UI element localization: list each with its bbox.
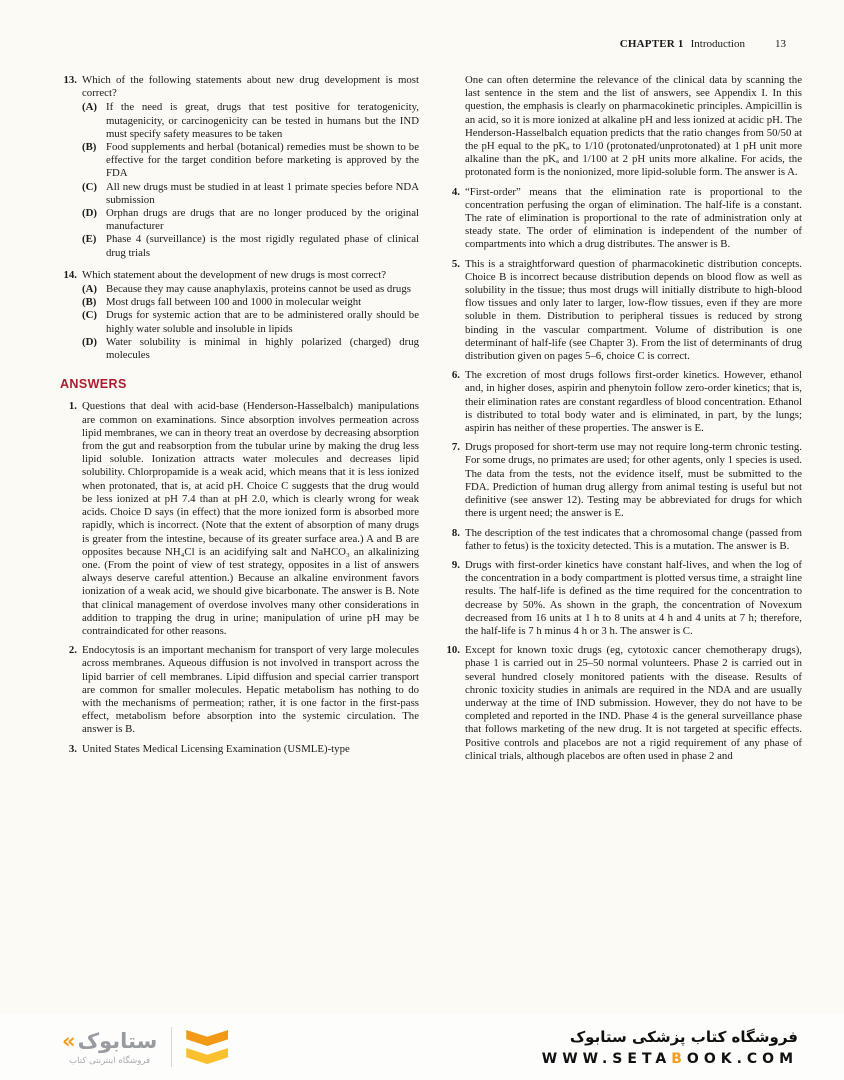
option-text: Food supplements and herbal (botanical) remedies must be shown to be effective for the target condition before marketing is approved by the FDA bbox=[106, 141, 419, 180]
answer-option bbox=[82, 296, 419, 309]
logo-wordmark-text: ستابوک bbox=[77, 1028, 158, 1053]
option-text: Water solubility is minimal in highly polarized (charged) drug molecules bbox=[106, 335, 419, 362]
question-stem: Which statement about the development of new drugs is most correct? bbox=[82, 268, 387, 281]
answer-number: 4. bbox=[451, 185, 460, 198]
chevron-ribbon-icon bbox=[186, 1030, 228, 1064]
setabook-footer bbox=[0, 1014, 844, 1080]
answer-3 bbox=[60, 743, 419, 756]
answer-text: Drugs proposed for short-term use may not require long-term chronic testing. For some drugs, no primates are used; for other agents, only 1 species is used. The data from the tests, not the evidence itself, must be submitted to the FDA. Prediction of human drug allergy from animal testing is useful but not definitive (see answer 12). Testing may be abbreviated for drugs for which there is urgent need; the answer is E. bbox=[465, 441, 802, 520]
answer-2 bbox=[60, 644, 419, 736]
answer-number: 1. bbox=[68, 400, 77, 413]
answer-number: 3. bbox=[68, 742, 77, 755]
guillemet-icon: « bbox=[62, 1028, 76, 1053]
question-body bbox=[82, 74, 419, 260]
answer-number: 9. bbox=[451, 558, 460, 571]
website-url bbox=[542, 1051, 798, 1067]
option-letter: (A) bbox=[82, 101, 97, 114]
chevron-bottom-icon bbox=[186, 1048, 228, 1064]
answer-7 bbox=[443, 441, 802, 520]
answer-option bbox=[82, 309, 419, 335]
continuation-paragraph: One can often determine the relevance of the clinical data by scanning the last sentence in the stem and the list of answers, see Appendix I. In this question, the emphasis is clearly on pharmacokinetic principles. Ampicillin is an acid, so it is more ionized at alkaline pH and less ionized at acidic pH. The Henderson-Hasselbalch equation predicts that the ratio changes from 50/50 at the pH equal to the pKₐ to 1/10 (protonated/unprotonated) at 1 pH unit more alkaline than the pKₐ and 1/100 at 2 pH units more alkaline. For acids, the protonated form is the nonionized, more lipid-soluble form. The answer is A. bbox=[465, 74, 802, 179]
left-column bbox=[60, 74, 419, 769]
answer-number: 8. bbox=[451, 526, 460, 539]
option-letter: (B) bbox=[82, 296, 97, 309]
answer-text: “First-order” means that the elimination rate is proportional to the concentration perfusing the organ of elimination. The half-life is a constant. The rate of elimination is proportional to the rate of administration only at steady state. The order of elimination is independent of the number of compartments into which a drug distributes. The answer is B. bbox=[465, 185, 802, 251]
answer-number: 2. bbox=[68, 644, 77, 657]
answer-number-empty bbox=[443, 74, 465, 180]
page-number: 13 bbox=[775, 38, 786, 50]
answer-number: 5. bbox=[451, 257, 460, 270]
answer-5 bbox=[443, 258, 802, 364]
answer-4 bbox=[443, 186, 802, 252]
answer-text: The description of the test indicates that a chromosomal change (passed from father to fetus) is the toxicity detected. This is a mutation. The answer is B. bbox=[465, 526, 802, 552]
answer-option bbox=[82, 336, 419, 362]
answer-8 bbox=[443, 527, 802, 553]
answers-heading: ANSWERS bbox=[60, 377, 127, 392]
answer-option bbox=[82, 101, 419, 141]
question-13 bbox=[60, 74, 419, 260]
option-text: Drugs for systemic action that are to be administered orally should be highly water soluble and insoluble in lipids bbox=[106, 309, 419, 335]
answer-text: This is a straightforward question of pharmacokinetic distribution concepts. Choice B is incorrect because distribution depends on blood flow as well as solubility in the tissue; thus most drugs will initially distribute to high-blood flow tissues and only later to larger, low-flow tissues, even if they are more soluble in them. Distribution to peripheral tissues is reduced by strong binding in the vascular compartment. Volume of distribution is one determinant of half-life (see Chapter 3). From the list of determinants of drug distribution given on pages 5–6, choice C is correct. bbox=[465, 257, 802, 363]
option-letter: (D) bbox=[82, 335, 97, 348]
answer-option bbox=[82, 283, 419, 296]
answer-text: Questions that deal with acid-base (Henderson-Hasselbalch) manipulations are common on examinations. Since absorption involves permeation across lipid membranes, we can in theory treat an overdose by decreasing absorption from the gut and reabsorption from the tubular urine by making the drug less lipid soluble. Ionization attracts water molecules and decreases lipid solubility. Chlorpropamide is a weak acid, which means that it is less ionized when protonated, that is, at acid pH. Choice C suggests that the drug would be less ionized at pH 7.4 than at pH 2.0, which is clearly wrong for weak acids. Choice D says (in effect) that the more ionized form is absorbed more rapidly, which is incorrect. (Note that the extent of absorption of many drugs is greater from the intestine, because of its greater surface area.) A and B are opposites because NH₄Cl is an acidifying salt and NaHCO₃ an alkalinizing one. (From the point of view of test strategy, opposites in a list of answers always deserve careful attention.) Because an alkaline environment favors ionization of a weak acid, we should give bicarbonate. The answer is B. Note that clinical management of overdose involves many other considerations in addition to trapping the drug in urine; manipulation of urine pH may be contraindicated for other reasons. bbox=[82, 400, 419, 637]
question-number: 13. bbox=[63, 74, 77, 86]
option-letter: (C) bbox=[82, 309, 97, 322]
right-column bbox=[443, 74, 802, 769]
answer-option bbox=[82, 141, 419, 181]
answer-option bbox=[82, 233, 419, 259]
option-letter: (B) bbox=[82, 141, 97, 154]
logo-wordmark bbox=[62, 1029, 157, 1053]
question-body bbox=[82, 269, 419, 362]
running-header bbox=[620, 38, 786, 50]
answer-text: United States Medical Licensing Examination (USMLE)-type bbox=[82, 742, 350, 755]
answer-text: Drugs with first-order kinetics have constant half-lives, and when the log of the concentration in a body compartment is plotted versus time, a straight line results. The half-life is defined as the time required for the concentration to decrease by 50%. As shown in the graph, the concentration of Novexum decreased from 16 units at 1 h to 8 units at 4 h and 4 units at 7 h; therefore, the half-life is 7 h minus 4 h or 3 h. The answer is C. bbox=[465, 558, 802, 637]
option-letter: (A) bbox=[82, 283, 97, 296]
answer-number: 6. bbox=[451, 369, 460, 382]
footer-right-block bbox=[542, 1028, 798, 1067]
option-text: All new drugs must be studied in at least 1 primate species before NDA submission bbox=[106, 180, 419, 206]
option-text: Phase 4 (surveillance) is the most rigidly regulated phase of clinical drug trials bbox=[106, 233, 419, 259]
answer-number: 10. bbox=[446, 644, 460, 657]
option-letter: (C) bbox=[82, 180, 97, 193]
answer-6 bbox=[443, 369, 802, 435]
answer-3-continuation bbox=[443, 74, 802, 180]
section-label: Introduction bbox=[690, 38, 745, 50]
website-suffix: OOK.COM bbox=[686, 1050, 798, 1067]
answer-9 bbox=[443, 559, 802, 638]
store-name: فروشگاه کتاب پزشکی ستابوک bbox=[569, 1027, 798, 1046]
question-14 bbox=[60, 269, 419, 362]
option-text: If the need is great, drugs that test positive for teratogenicity, mutagenicity, or carcinogenicity can be tested in humans but the IND must specify safety measures to be taken bbox=[106, 101, 419, 140]
setabook-logo bbox=[62, 1027, 228, 1067]
option-letter: (D) bbox=[82, 207, 97, 220]
answer-text: The excretion of most drugs follows first-order kinetics. However, ethanol and, in higher doses, aspirin and phenytoin follow zero-order kinetics; that is, their elimination rates are constant regardless of blood concentration. Ethanol is distributed to total body water and is eliminated, in part, by the lungs; aspirin has neither of these properties. The answer is E. bbox=[465, 369, 802, 435]
answer-1 bbox=[60, 400, 419, 638]
option-text: Orphan drugs are drugs that are no longer produced by the original manufacturer bbox=[106, 207, 419, 233]
option-letter: (E) bbox=[82, 233, 97, 246]
two-column-body bbox=[60, 74, 802, 769]
chapter-label: CHAPTER 1 bbox=[619, 38, 684, 50]
answer-option bbox=[82, 181, 419, 207]
question-number: 14. bbox=[63, 268, 77, 281]
website-prefix: WWW.SETA bbox=[541, 1050, 672, 1067]
answer-text: Endocytosis is an important mechanism for transport of very large molecules across membranes. Aqueous diffusion is not involved in transport across the lipid barrier of cell membranes. Lipid diffusion and special carrier transport are common for smaller molecules. Hepatic metabolism has nothing to do with the mechanisms of permeation; rather, it is one factor in the first-pass effect, metabolism before absorption into the systemic circulation. The answer is B. bbox=[82, 644, 419, 736]
question-stem: Which of the following statements about new drug development is most correct? bbox=[82, 74, 419, 100]
answer-option bbox=[82, 207, 419, 233]
logo-divider bbox=[171, 1027, 172, 1067]
answer-number: 7. bbox=[451, 441, 460, 454]
chevron-top-icon bbox=[186, 1030, 228, 1046]
answer-text: Except for known toxic drugs (eg, cytotoxic cancer chemotherapy drugs), phase 1 is carried out in 25–50 normal volunteers. Phase 2 is carried out in several hundred closely monitored patients with the disease. Results of chronic toxicity studies in animals are required in the NDA and are usually underway at the time of IND submission. However, they do not have to be completed and reported in the IND. Phase 4 is the general surveillance phase that follows marketing of the new drug. It is not targeted at specific effects. Positive controls and placebos are not a rigid requirement of any phase of clinical trials, although placebos are often used in phase 2 and bbox=[465, 644, 802, 762]
logo-subtext: فروشگاه اینترنتی کتاب bbox=[69, 1055, 151, 1066]
website-highlight: B bbox=[671, 1050, 687, 1067]
answer-10 bbox=[443, 644, 802, 763]
option-text: Because they may cause anaphylaxis, proteins cannot be used as drugs bbox=[106, 283, 411, 296]
option-text: Most drugs fall between 100 and 1000 in molecular weight bbox=[106, 296, 362, 309]
logo-wordmark-block bbox=[62, 1029, 157, 1066]
